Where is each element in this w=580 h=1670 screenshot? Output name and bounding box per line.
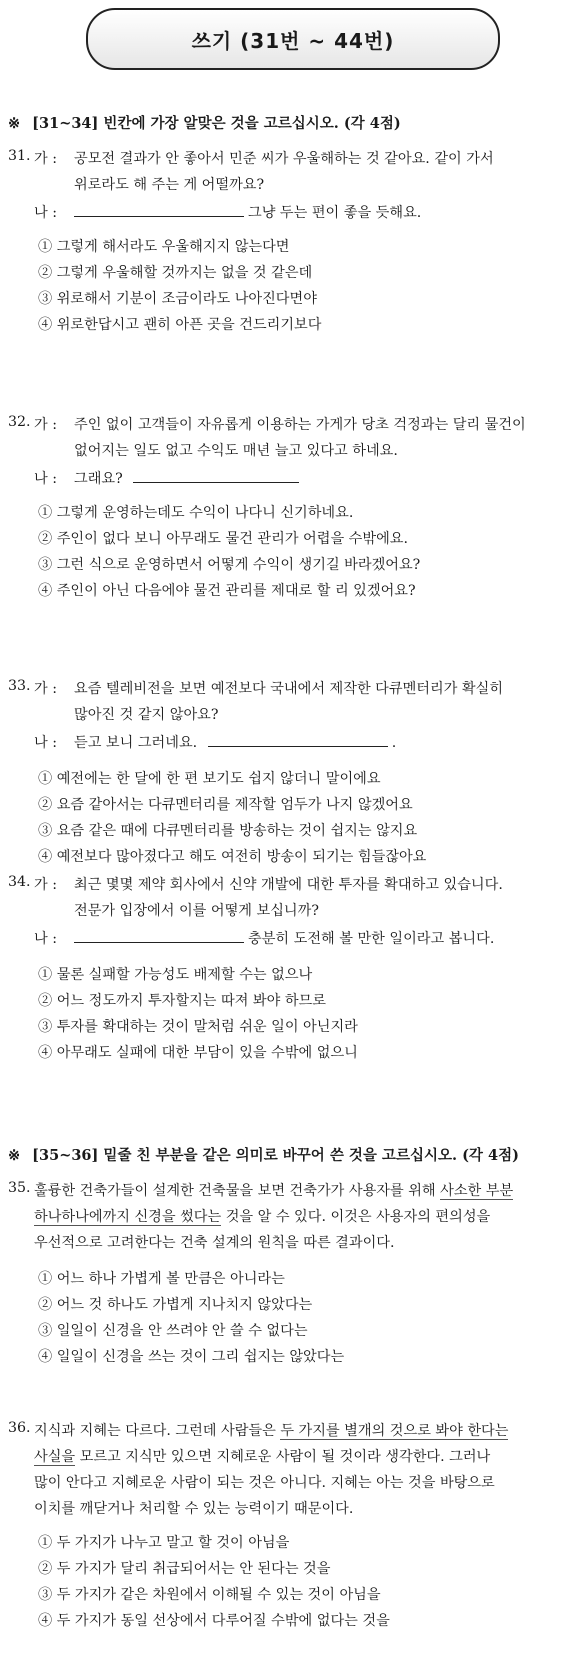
passage-text: 지식과 지혜는 다르다. 그런데 사람들은 bbox=[34, 1423, 281, 1439]
instruction-text: [35~36] 밑줄 친 부분을 같은 의미로 바꾸어 쓴 것을 고르십시오. (각 4점) bbox=[32, 1147, 519, 1164]
answer-blank bbox=[74, 204, 244, 217]
option-4[interactable]: ④ 예전보다 많아졌다고 해도 여전히 방송이 되기는 힘들잖아요 bbox=[38, 849, 427, 865]
dialogue-a-line2: 많아진 것 같지 않아요? bbox=[74, 707, 219, 723]
question-number: 35. bbox=[8, 1180, 31, 1196]
question-number: 31. bbox=[8, 148, 31, 164]
option-1[interactable]: ① 예전에는 한 달에 한 편 보기도 쉽지 않더니 말이에요 bbox=[38, 771, 381, 787]
question-number: 33. bbox=[8, 678, 31, 694]
option-2[interactable]: ② 어느 정도까지 투자할지는 따져 봐야 하므로 bbox=[38, 993, 326, 1009]
underlined-text: 두 가지를 별개의 것으로 봐야 한다는 bbox=[280, 1423, 509, 1439]
option-1[interactable]: ① 그렇게 해서라도 우울해지지 않는다면 bbox=[38, 239, 290, 255]
passage-line3: 우선적으로 고려한다는 건축 설계의 원칙을 따른 결과이다. bbox=[34, 1235, 395, 1251]
passage-line3: 많이 안다고 지혜로운 사람이 되는 것은 아니다. 지혜는 아는 것을 바탕으로 bbox=[34, 1475, 495, 1491]
option-2[interactable]: ② 두 가지가 달리 취급되어서는 안 된다는 것을 bbox=[38, 1561, 331, 1577]
dialogue-a-line2: 위로라도 해 주는 게 어떨까요? bbox=[74, 177, 265, 193]
speaker-a: 가 : bbox=[34, 417, 57, 433]
dialogue-b-text: 충분히 도전해 볼 만한 일이라고 봅니다. bbox=[248, 931, 495, 947]
option-3[interactable]: ③ 투자를 확대하는 것이 말처럼 쉬운 일이 아닌지라 bbox=[38, 1019, 358, 1035]
dialogue-b bbox=[74, 202, 421, 222]
dialogue-a-line1: 공모전 결과가 안 좋아서 민준 씨가 우울해하는 것 같아요. 같이 가서 bbox=[74, 151, 494, 167]
section-title: 쓰기 (31번 ~ 44번) bbox=[86, 8, 500, 70]
question-number: 32. bbox=[8, 414, 31, 430]
passage-line2 bbox=[34, 1206, 490, 1226]
dialogue-a-line1: 최근 몇몇 제약 회사에서 신약 개발에 대한 투자를 확대하고 있습니다. bbox=[74, 877, 503, 893]
speaker-a: 가 : bbox=[34, 877, 57, 893]
option-4[interactable]: ④ 두 가지가 동일 선상에서 다루어질 수밖에 없다는 것을 bbox=[38, 1613, 390, 1629]
option-1[interactable]: ① 어느 하나 가볍게 볼 만큼은 아니라는 bbox=[38, 1271, 285, 1287]
option-1[interactable]: ① 두 가지가 나누고 말고 할 것이 아님을 bbox=[38, 1535, 290, 1551]
option-4[interactable]: ④ 일일이 신경을 쓰는 것이 그리 쉽지는 않았다는 bbox=[38, 1349, 345, 1365]
speaker-b: 나 : bbox=[34, 205, 57, 221]
option-2[interactable]: ② 그렇게 우울해할 것까지는 없을 것 같은데 bbox=[38, 265, 313, 281]
passage-text: 훌륭한 건축가들이 설계한 건축물을 보면 건축가가 사용자를 위해 bbox=[34, 1183, 441, 1199]
answer-blank bbox=[74, 930, 244, 943]
passage-text: 모르고 지식만 있으면 지혜로운 사람이 될 것이라 생각한다. 그러나 bbox=[75, 1449, 491, 1465]
dialogue-a-line2: 없어지는 일도 없고 수익도 매년 늘고 있다고 하네요. bbox=[74, 443, 398, 459]
option-2[interactable]: ② 주인이 없다 보니 아무래도 물건 관리가 어렵을 수밖에요. bbox=[38, 531, 408, 547]
option-4[interactable]: ④ 아무래도 실패에 대한 부담이 있을 수밖에 없으니 bbox=[38, 1045, 358, 1061]
dialogue-b bbox=[74, 928, 494, 948]
speaker-b: 나 : bbox=[34, 931, 57, 947]
dialogue-a-line1: 요즘 텔레비전을 보면 예전보다 국내에서 제작한 다큐멘터리가 확실히 bbox=[74, 681, 504, 697]
dialogue-b: 듣고 보니 그러네요. . bbox=[74, 735, 397, 751]
passage-text: 것을 알 수 있다. 이것은 사용자의 편의성을 bbox=[221, 1209, 491, 1225]
reference-mark: ※ bbox=[8, 1147, 21, 1164]
option-3[interactable]: ③ 위로해서 기분이 조금이라도 나아진다면야 bbox=[38, 291, 317, 307]
question-number: 34. bbox=[8, 874, 31, 890]
option-2[interactable]: ② 어느 것 하나도 가볍게 지나치지 않았다는 bbox=[38, 1297, 313, 1313]
dialogue-a-line1: 주인 없이 고객들이 자유롭게 이용하는 가게가 당초 걱정과는 달리 물건이 bbox=[74, 417, 526, 433]
passage-line1 bbox=[34, 1180, 513, 1200]
underlined-text: 사실을 bbox=[34, 1449, 76, 1465]
option-2[interactable]: ② 요즘 같아서는 다큐멘터리를 제작할 엄두가 나지 않겠어요 bbox=[38, 797, 413, 813]
reference-mark: ※ bbox=[8, 115, 21, 132]
dialogue-b bbox=[74, 468, 303, 488]
speaker-b: 나 : bbox=[34, 471, 57, 487]
speaker-b: 나 : bbox=[34, 735, 57, 751]
passage-line4: 이치를 깨닫거나 처리할 수 있는 능력이기 때문이다. bbox=[34, 1501, 354, 1517]
option-3[interactable]: ③ 그런 식으로 운영하면서 어떻게 수익이 생기길 바라겠어요? bbox=[38, 557, 421, 573]
option-1[interactable]: ① 그렇게 운영하는데도 수익이 나다니 신기하네요. bbox=[38, 505, 354, 521]
dialogue-a-line2: 전문가 입장에서 이를 어떻게 보십니까? bbox=[74, 903, 319, 919]
answer-blank bbox=[133, 470, 299, 483]
option-3[interactable]: ③ 두 가지가 같은 차원에서 이해될 수 있는 것이 아님을 bbox=[38, 1587, 381, 1603]
question-number: 36. bbox=[8, 1420, 31, 1436]
passage-line1 bbox=[34, 1420, 508, 1440]
underlined-text: 사소한 부분 bbox=[440, 1183, 514, 1199]
option-4[interactable]: ④ 주인이 아닌 다음에야 물건 관리를 제대로 할 리 있겠어요? bbox=[38, 583, 416, 599]
option-1[interactable]: ① 물론 실패할 가능성도 배제할 수는 없으나 bbox=[38, 967, 313, 983]
underlined-text: 하나하나에까지 신경을 썼다는 bbox=[34, 1209, 222, 1225]
passage-line2 bbox=[34, 1446, 490, 1466]
speaker-a: 가 : bbox=[34, 151, 57, 167]
option-4[interactable]: ④ 위로한답시고 괜히 아픈 곳을 건드리기보다 bbox=[38, 317, 322, 333]
option-3[interactable]: ③ 요즘 같은 때에 다큐멘터리를 방송하는 것이 쉽지는 않지요 bbox=[38, 823, 418, 839]
speaker-a: 가 : bbox=[34, 681, 57, 697]
answer-blank bbox=[208, 734, 388, 747]
dialogue-b-text: 듣고 보니 그러네요. bbox=[74, 735, 198, 751]
instruction-text: [31~34] 빈칸에 가장 알맞은 것을 고르십시오. (각 4점) bbox=[32, 115, 401, 132]
dialogue-b-text: 그냥 두는 편이 좋을 듯해요. bbox=[248, 205, 422, 221]
option-3[interactable]: ③ 일일이 신경을 안 쓰려야 안 쓸 수 없다는 bbox=[38, 1323, 308, 1339]
dialogue-b-text: 그래요? bbox=[74, 471, 123, 487]
section1-instruction bbox=[8, 112, 401, 133]
section2-instruction bbox=[8, 1144, 519, 1165]
